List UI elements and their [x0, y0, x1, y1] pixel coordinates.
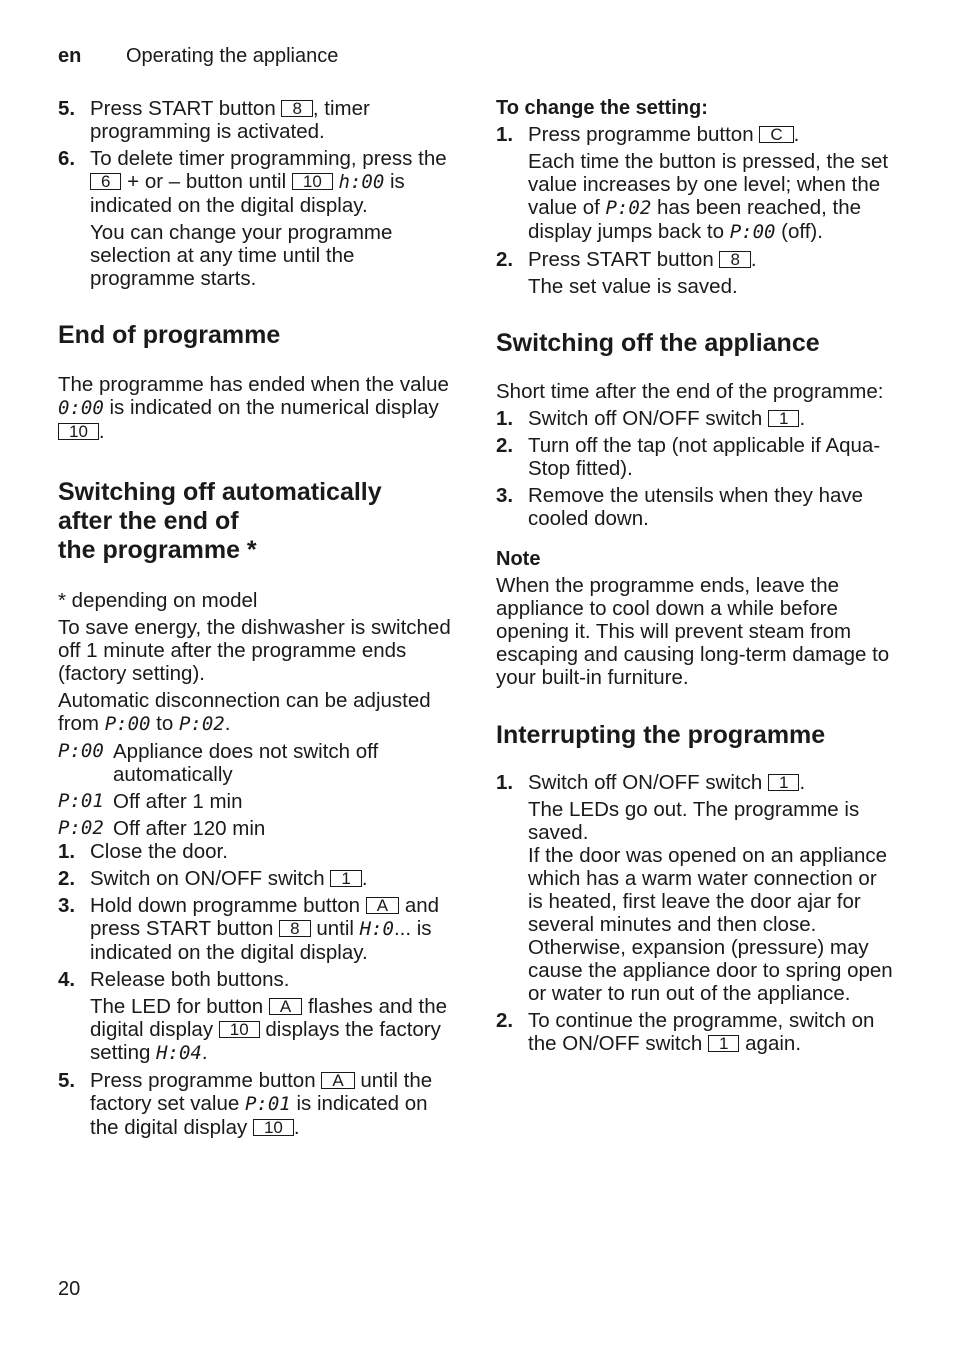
step-5-start: 5. Press START button 8 , timer programming is activated. [58, 97, 370, 143]
display-code: h:00 [338, 171, 385, 193]
change-step-2-note: The set value is saved. [528, 275, 738, 298]
option-p01: P:01 Off after 1 min [58, 790, 243, 813]
display-10-symbol: 10 [292, 173, 333, 190]
switch-1-symbol: 1 [768, 774, 799, 791]
display-10-symbol: 10 [58, 423, 99, 440]
heading-interrupting: Interrupting the programme [496, 721, 826, 749]
step-2-switch-on: 2. Switch on ON/OFF switch 1 . [58, 867, 368, 890]
note-text: When the programme ends, leave the appliance to cool down a while before opening it. This will prevent steam from escaping and causing long-term damage to your built-in furniture. [496, 574, 890, 689]
section-title: Operating the appliance [126, 45, 339, 67]
energy-saving-text: To save energy, the dishwasher is switched off 1 minute after the programme ends (factory setting). [58, 616, 451, 685]
step-6-delete-timer: 6. To delete timer programming, press the 6 + or – button until 10 h:00 is indicated on the digital display. [58, 147, 447, 217]
right-column [496, 97, 896, 1059]
change-step-1: 1. Press programme button C . [496, 123, 800, 146]
button-8-symbol: 8 [279, 920, 310, 937]
heading-note: Note [496, 548, 541, 570]
change-step-1-note: Each time the button is pressed, the set value increases by one level; when the value of P:02 has been reached, the display jumps back to P:00 (off). [528, 150, 889, 243]
off-step-1: 1. Switch off ON/OFF switch 1 . [496, 407, 806, 430]
interrupt-step-1-note: The LEDs go out. The programme is saved. [528, 798, 860, 844]
switch-1-symbol: 1 [330, 870, 361, 887]
step-6-note: You can change your programme selection at any time until the programme starts. [90, 221, 393, 290]
page-header [58, 45, 339, 68]
button-8-symbol: 8 [281, 100, 312, 117]
button-a-symbol: A [321, 1072, 354, 1089]
heading-switching-off: Switching off the appliance [496, 329, 820, 357]
interrupt-step-2: 2. To continue the programme, switch on the ON/OFF switch 1 again. [496, 1009, 875, 1055]
adjust-range-text: Automatic disconnection can be adjusted from P:00 to P:02. [58, 689, 431, 735]
button-a-symbol: A [269, 998, 302, 1015]
display-code: P:02 [178, 713, 225, 735]
change-step-2: 2. Press START button 8 . [496, 248, 757, 271]
page-number: 20 [58, 1278, 81, 1300]
display-10-symbol: 10 [253, 1119, 294, 1136]
switch-1-symbol: 1 [768, 410, 799, 427]
button-c-symbol: C [759, 126, 793, 143]
display-code: P:01 [244, 1093, 291, 1115]
display-code: P:02 [605, 197, 652, 219]
heading-auto-switch-off: Switching off automatically after the end of the programme * [58, 478, 382, 564]
step-5-programme-button: 5. Press programme button A until the factory set value P:01 is indicated on the digital display 10 . [58, 1069, 433, 1139]
end-of-programme-text: The programme has ended when the value 0:00 is indicated on the numerical display 10 . [58, 373, 449, 443]
display-code: P:00 [104, 713, 151, 735]
interrupt-step-1-warning: If the door was opened on an appliance which has a warm water connection or is heated, first leave the door ajar for several minutes and then close. Otherwise, expansion (pressure) may cause the appliance door to spring open or water to run out of the appliance. [528, 844, 893, 1005]
step-4-note: The LED for button A flashes and the digital display 10 displays the factory setting H:04. [90, 995, 448, 1064]
button-8-symbol: 8 [719, 251, 750, 268]
option-p00: P:00 Appliance does not switch off automatically [58, 740, 379, 786]
switching-off-intro: Short time after the end of the programme: [496, 380, 884, 403]
display-code: H:04 [156, 1042, 202, 1064]
step-3-hold-buttons: 3. Hold down programme button A and press START button 8 until H:0... is indicated on the digital display. [58, 894, 440, 964]
display-code: P:00 [729, 221, 776, 243]
left-column [58, 97, 458, 1143]
button-6-symbol: 6 [90, 173, 121, 190]
model-footnote: * depending on model [58, 589, 258, 612]
heading-end-of-programme: End of programme [58, 321, 281, 349]
off-step-2: 2. Turn off the tap (not applicable if Aqua-Stop fitted). [496, 434, 881, 480]
display-code: 0:00 [58, 397, 104, 419]
display-code: H:0 [359, 918, 394, 940]
language-code: en [58, 45, 82, 67]
button-a-symbol: A [366, 897, 399, 914]
switch-1-symbol: 1 [708, 1035, 739, 1052]
heading-change-setting: To change the setting: [496, 97, 708, 119]
step-4-release: 4. Release both buttons. [58, 968, 290, 991]
option-p02: P:02 Off after 120 min [58, 817, 266, 840]
display-10-symbol: 10 [219, 1021, 260, 1038]
off-step-3: 3. Remove the utensils when they have cooled down. [496, 484, 864, 530]
step-1-close-door: 1. Close the door. [58, 840, 228, 863]
interrupt-step-1: 1. Switch off ON/OFF switch 1 . [496, 771, 806, 794]
